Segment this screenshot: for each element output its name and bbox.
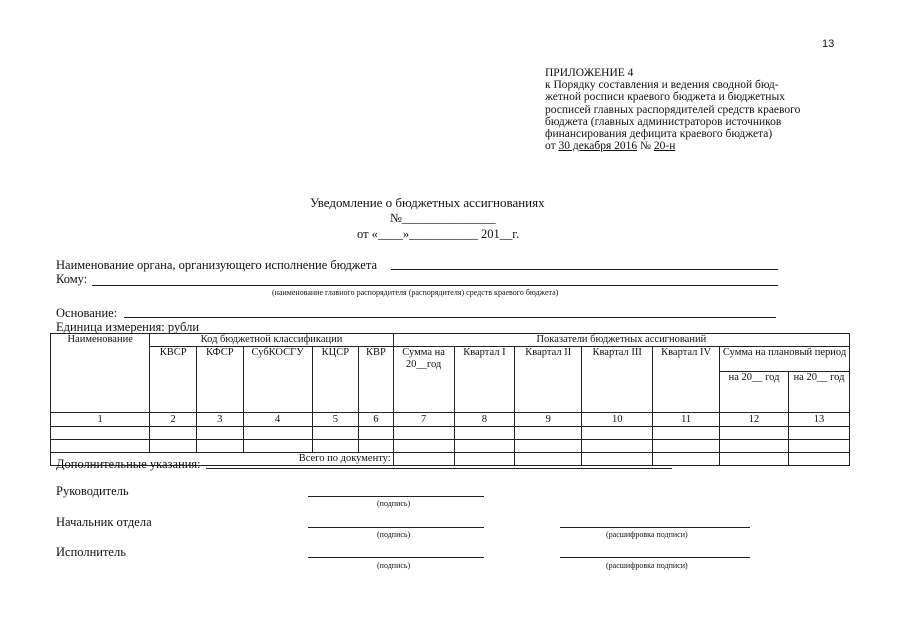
notice-date: от «____»___________ 201__г. bbox=[357, 227, 520, 241]
col-number: 5 bbox=[312, 413, 359, 427]
header-kvsr: КВСР bbox=[150, 347, 197, 413]
col-number: 12 bbox=[720, 413, 789, 427]
appendix-line: к Порядку составления и ведения сводной бюд- bbox=[545, 79, 779, 92]
date-value: 30 декабря 2016 bbox=[558, 140, 638, 153]
decode-caption: (расшифровка подписи) bbox=[606, 530, 688, 539]
appendix-date-line bbox=[545, 140, 837, 152]
signature-role: Исполнитель bbox=[56, 545, 126, 559]
table-row bbox=[51, 427, 850, 440]
cell[interactable] bbox=[150, 440, 197, 453]
decode-caption: (расшифровка подписи) bbox=[606, 561, 688, 570]
cell[interactable] bbox=[789, 440, 850, 453]
col-number: 10 bbox=[582, 413, 653, 427]
appendix-line: бюджета (главных администраторов источников bbox=[545, 115, 782, 128]
appendix-title: ПРИЛОЖЕНИЕ 4 bbox=[545, 67, 634, 79]
cell[interactable] bbox=[243, 427, 312, 440]
total-cell[interactable] bbox=[582, 453, 653, 466]
cell[interactable] bbox=[789, 427, 850, 440]
unit-label: Единица измерения: рубли bbox=[56, 320, 200, 334]
signature-line[interactable] bbox=[308, 496, 484, 497]
cell[interactable] bbox=[720, 440, 789, 453]
col-number: 7 bbox=[393, 413, 454, 427]
cell[interactable] bbox=[653, 440, 720, 453]
cell[interactable] bbox=[582, 440, 653, 453]
header-kfsr: КФСР bbox=[196, 347, 243, 413]
signature-caption: (подпись) bbox=[377, 561, 411, 570]
number-prefix: № bbox=[637, 140, 654, 153]
org-label: Наименование органа, организующего исполнение бюджета bbox=[56, 258, 377, 272]
to-caption: (наименование главного распорядителя (распорядителя) средств краевого бюджета) bbox=[272, 288, 559, 297]
table-row bbox=[51, 440, 850, 453]
number-value: 20-н bbox=[653, 140, 676, 153]
to-label: Кому: bbox=[56, 272, 88, 286]
page-number: 13 bbox=[822, 38, 835, 50]
decode-line[interactable] bbox=[560, 527, 750, 528]
header-quarter-1: Квартал I bbox=[454, 347, 515, 413]
header-plan-year-2: на 20__ год bbox=[789, 372, 850, 413]
signature-role: Начальник отдела bbox=[56, 515, 152, 529]
header-indicators-group: Показатели бюджетных ассигнований bbox=[393, 334, 849, 347]
cell[interactable] bbox=[196, 427, 243, 440]
header-quarter-3: Квартал III bbox=[582, 347, 653, 413]
appendix-line: финансирования дефицита краевого бюджета) bbox=[545, 128, 773, 141]
to-underline bbox=[92, 285, 778, 286]
appendix-line: жетной росписи краевого бюджета и бюджетных bbox=[545, 91, 785, 104]
org-underline bbox=[391, 269, 778, 270]
cell[interactable] bbox=[51, 427, 150, 440]
signature-role: Руководитель bbox=[56, 484, 129, 498]
header-plan-period: Сумма на плановый период bbox=[720, 347, 850, 372]
header-quarter-4: Квартал IV bbox=[653, 347, 720, 413]
total-cell[interactable] bbox=[789, 453, 850, 466]
header-name: Наименование bbox=[51, 334, 150, 413]
col-number: 4 bbox=[243, 413, 312, 427]
header-sum-year: Сумма на 20__год bbox=[393, 347, 454, 413]
decode-line[interactable] bbox=[560, 557, 750, 558]
basis-underline bbox=[124, 317, 776, 318]
header-kcsr: КЦСР bbox=[312, 347, 359, 413]
extra-label: Дополнительные указания: bbox=[56, 457, 201, 471]
col-number: 8 bbox=[454, 413, 515, 427]
header-quarter-2: Квартал II bbox=[515, 347, 582, 413]
cell[interactable] bbox=[51, 440, 150, 453]
basis-label: Основание: bbox=[56, 306, 118, 320]
appendix-line: росписей главных распорядителей средств краевого bbox=[545, 103, 801, 116]
total-cell[interactable] bbox=[454, 453, 515, 466]
signature-caption: (подпись) bbox=[377, 530, 411, 539]
signature-caption: (подпись) bbox=[377, 499, 411, 508]
total-cell[interactable] bbox=[393, 453, 454, 466]
cell[interactable] bbox=[515, 427, 582, 440]
cell[interactable] bbox=[515, 440, 582, 453]
header-code-group: Код бюджетной классификации bbox=[150, 334, 393, 347]
signature-line[interactable] bbox=[308, 557, 484, 558]
cell[interactable] bbox=[393, 427, 454, 440]
cell[interactable] bbox=[243, 440, 312, 453]
header-subkosgu: СубКОСГУ bbox=[243, 347, 312, 413]
cell[interactable] bbox=[582, 427, 653, 440]
cell[interactable] bbox=[653, 427, 720, 440]
extra-underline bbox=[206, 468, 672, 469]
appendix-block bbox=[545, 67, 837, 152]
col-number: 1 bbox=[51, 413, 150, 427]
total-label: Всего по документу: bbox=[51, 453, 394, 466]
col-number: 13 bbox=[789, 413, 850, 427]
column-numbers-row bbox=[51, 413, 850, 427]
notice-title: Уведомление о бюджетных ассигнованиях bbox=[310, 195, 545, 210]
allocations-table bbox=[50, 333, 850, 466]
cell[interactable] bbox=[312, 440, 359, 453]
date-prefix: от bbox=[545, 140, 559, 153]
cell[interactable] bbox=[393, 440, 454, 453]
cell[interactable] bbox=[454, 440, 515, 453]
cell[interactable] bbox=[454, 427, 515, 440]
total-cell[interactable] bbox=[720, 453, 789, 466]
col-number: 2 bbox=[150, 413, 197, 427]
col-number: 11 bbox=[653, 413, 720, 427]
cell[interactable] bbox=[196, 440, 243, 453]
header-plan-year-1: на 20__ год bbox=[720, 372, 789, 413]
notice-number: №_______________ bbox=[390, 211, 496, 225]
cell[interactable] bbox=[720, 427, 789, 440]
cell[interactable] bbox=[312, 427, 359, 440]
cell[interactable] bbox=[359, 427, 394, 440]
col-number: 9 bbox=[515, 413, 582, 427]
cell[interactable] bbox=[359, 440, 394, 453]
cell[interactable] bbox=[150, 427, 197, 440]
header-kvr: КВР bbox=[359, 347, 394, 413]
total-cell[interactable] bbox=[515, 453, 582, 466]
total-cell[interactable] bbox=[653, 453, 720, 466]
col-number: 3 bbox=[196, 413, 243, 427]
col-number: 6 bbox=[359, 413, 394, 427]
signature-line[interactable] bbox=[308, 527, 484, 528]
